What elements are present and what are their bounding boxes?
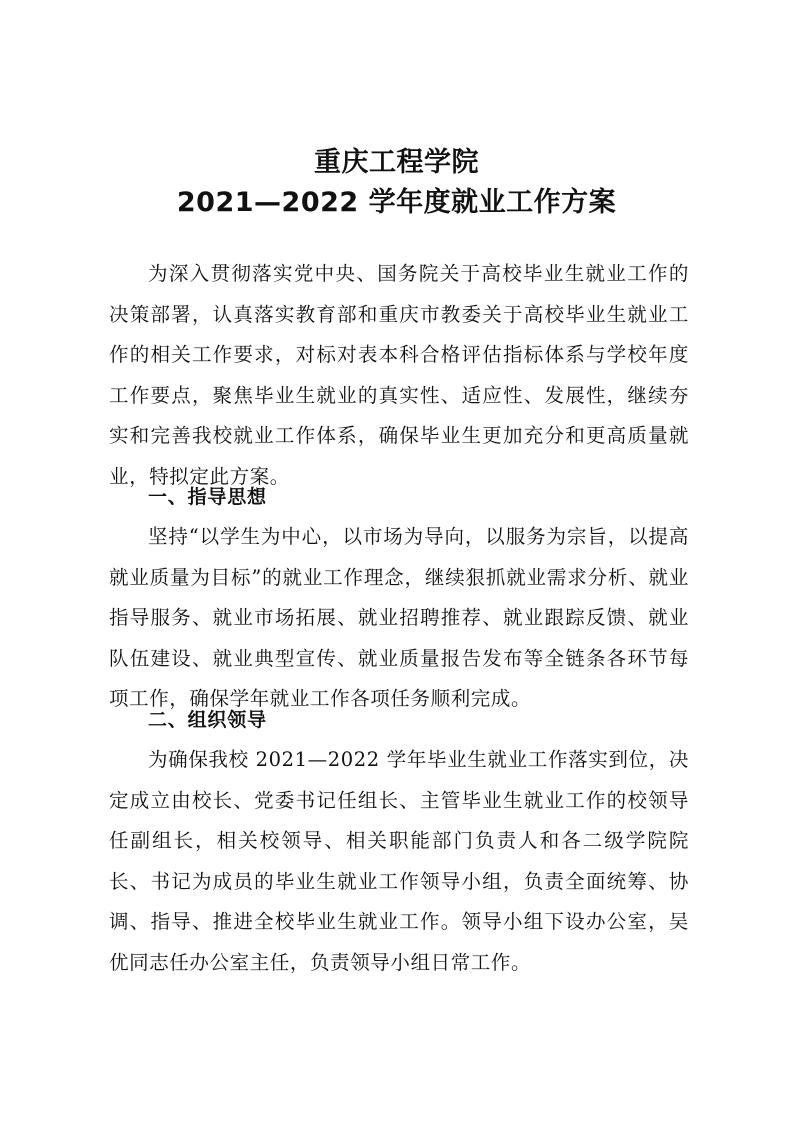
section-paragraph-organization-leadership: 为确保我校 2021—2022 学年毕业生就业工作落实到位，决定成立由校长、党委书记任组长、主管毕业生就业工作的校领导任副组长，相关校领导、相关职能部门负责人和各二级学院院长、书记为成员的毕业生就业工作领导小组，负责全面统筹、协调、指导、推进全校毕业生就业工作。领导小组下设办公室，吴优同志任办公室主任，负责领导小组日常工作。 xyxy=(109,748,689,974)
section-heading-organization-leadership: 二、组织领导 xyxy=(148,709,267,731)
section-paragraph-guiding-ideology: 坚持“以学生为中心，以市场为导向，以服务为宗旨，以提高就业质量为目标”的就业工作理念，继续狠抓就业需求分析、就业指导服务、就业市场拓展、就业招聘推荐、就业跟踪反馈、就业队伍建设、就业典型宣传、就业质量报告发布等全链条各环节每项工作，确保学年就业工作各项任务顺利完成。 xyxy=(109,525,689,710)
document-title-line2: 2021—2022 学年度就业工作方案 xyxy=(176,187,617,218)
intro-paragraph: 为深入贯彻落实党中央、国务院关于高校毕业生就业工作的决策部署，认真落实教育部和重庆市教委关于高校毕业生就业工作的相关工作要求，对标对表本科合格评估指标体系与学校年度工作要点，聚焦毕业生就业的真实性、适应性、发展性，继续夯实和完善我校就业工作体系，确保毕业生更加充分和更高质量就业，特拟定此方案。 xyxy=(109,262,689,488)
document-title-line1: 重庆工程学院 xyxy=(314,147,479,178)
section-heading-guiding-ideology: 一、指导思想 xyxy=(148,486,267,508)
